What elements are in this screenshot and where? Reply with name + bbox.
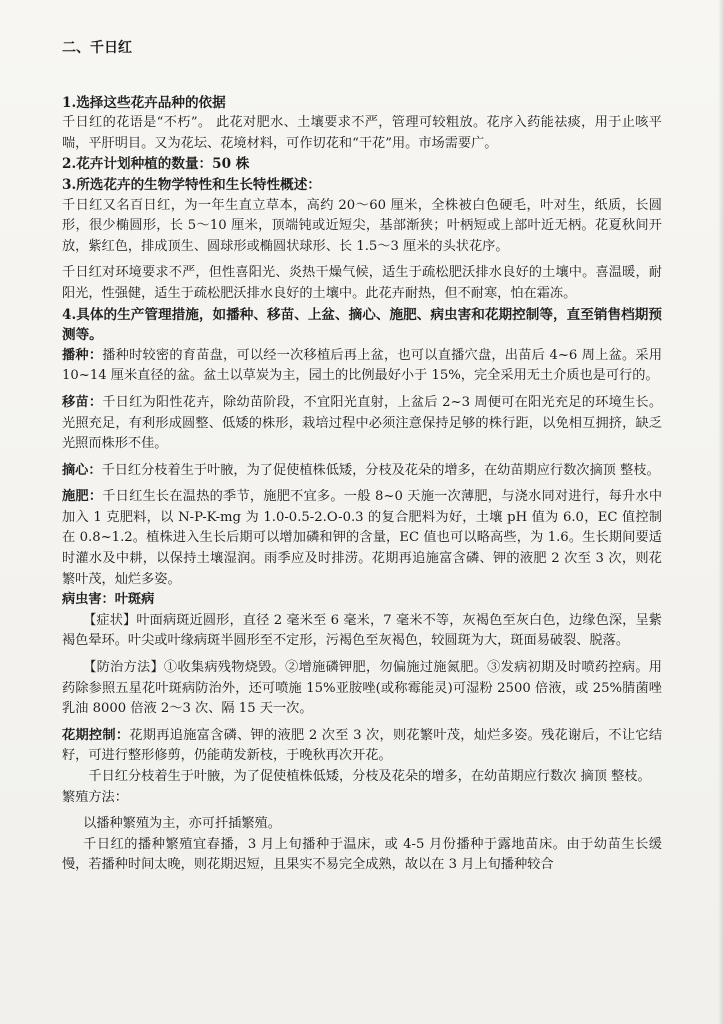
section-title: 二、千日红 <box>62 40 132 56</box>
sowing-paragraph <box>62 346 662 387</box>
propagation-label: 繁殖方法： <box>62 789 128 805</box>
flowering-label: 花期控制： <box>62 727 130 743</box>
pinch-repeat-text: 千日红分枝着生于叶腋，为了促使植株低矮，分枝及花朵的增多，在幼苗期应行数次 摘顶 整枝。 <box>88 769 651 784</box>
q1-text: 千日红的花语是“不朽”。 此花对肥水、土壤要求不严，管理可较粗放。花序入药能祛痰，用于止咳平喘，平肝明目。又为花坛、花境材料，可作切花和“干花”用。市场需要广。 <box>62 115 662 151</box>
flowering-text: 花期再追施富含磷、钾的液肥 2 次至 3 次，则花繁叶茂，灿烂多姿。残花谢后，不让它结籽，可进行整形修剪，仍能萌发新枝，于晚秋再次开花。 <box>62 727 663 764</box>
q2-heading: 2.花卉计划种植的数量：50 株 <box>62 156 250 173</box>
symptom-text: 【症状】叶面病斑近圆形，直径 2 毫米至 6 毫米，7 毫米不等，灰褐色至灰白色，边缘色深，呈紫褐色晕环。叶尖或叶缘病斑半圆形至不定形，污褐色至灰褐色，较圆斑为大，斑面易破裂、脱落。 <box>62 612 662 649</box>
transplant-label: 移苗： <box>62 394 103 410</box>
propagation-line-1: 以播种繁殖为主，亦可扦插繁殖。 <box>83 816 281 832</box>
pinch-paragraph <box>62 461 662 482</box>
q3-heading: 3.所选花卉的生物学特性和生长特性概述： <box>62 176 321 193</box>
fertilizer-text: 千日红生长在温热的季节，施肥不宜多。一般 8~0 天施一次薄肥，与浇水同对进行，每升水中加入 1 克肥料，以 N-P-K-mg 为 1.0-0.5-2.O-0.3 的复合肥料为好，土壤 pH 值为 6.0，EC 值控制在 0.8~1.2。植株进入生长后期可以增加磷和钾的含量，EC 值也可以略高些，为 1.6。生长期间要适时灌水及中耕，以保持土壤湿润。雨季应及时排涝。花期再追施富含磷、钾的液肥 2 次至 3 次，则花繁叶茂，灿烂多姿。 <box>62 489 663 587</box>
sowing-text: 播种时较密的育苗盘，可以经一次移植后再上盆，也可以直播穴盘，出苗后 4~6 周上盆。采用 10~14 厘米直径的盆。盆土以草炭为主，园土的比例最好小于 15%，完全采用无土介质也是可行的。 <box>62 347 663 384</box>
fertilizer-paragraph <box>62 487 662 590</box>
sowing-label: 播种： <box>62 347 103 363</box>
pinch-text: 千日红分枝着生于叶腋，为了促使植株低矮，分枝及花朵的增多，在幼苗期应行数次摘顶 整枝。 <box>101 462 660 478</box>
document-body <box>62 38 662 876</box>
control-text: 【防治方法】①收集病残物烧毁。②增施磷钾肥，勿偏施过施氮肥。③发病初期及时喷药控病。用药除参照五星花叶斑病防治外，还可喷施 15%亚胺唑(或称霉能灵)可湿粉 2500 倍液，或 25%腈菌唑乳油 8000 倍液 2～3 次、隔 15 天一次。 <box>62 660 662 717</box>
q3-para-2: 千日红对环境要求不严，但性喜阳光、炎热干燥气候，适生于疏松肥沃排水良好的土壤中。喜温暖，耐阳光，性强健，适生于疏松肥沃排水良好的土壤中。此花卉耐热，但不耐寒，怕在霜冻。 <box>62 265 662 301</box>
transplant-text: 千日红为阳性花卉，除幼苗阶段，不宜阳光直射，上盆后 2~3 周便可在阳光充足的环境生长。光照充足，有利形成圆整、低矮的株形，栽培过程中必须注意保持足够的株行距，以免相互拥挤，缺乏光照而株形不佳。 <box>62 394 663 452</box>
transplant-paragraph <box>62 393 662 455</box>
q4-heading: 4.具体的生产管理措施，如播种、移苗、上盆、摘心、施肥、病虫害和花期控制等，直至销售档期预测等。 <box>62 306 662 344</box>
fertilizer-label: 施肥： <box>62 489 103 505</box>
q3-para-1: 千日红又名百日红，为一年生直立草本，高约 20～60 厘米，全株被白色硬毛，叶对生，纸质，长圆形，很少椭圆形，长 5～10 厘米，顶端钝或近短尖，基部渐狭；叶柄短或上部叶近无柄。花夏秋间开放，紫红色，排成顶生、圆球形或椭圆状球形、长 1.5～3 厘米的头状花序。 <box>62 197 662 254</box>
propagation-line-2: 千日红的播种繁殖宜春播，3 月上旬播种于温床，或 4-5 月份播种于露地苗床。由于幼苗生长缓慢，若播种时间太晚，则花期迟短，且果实不易完全成熟，故以在 3 月上旬播种较合 <box>62 836 662 873</box>
pest-label: 病虫害：叶斑病 <box>62 592 155 608</box>
scan-edge-shadow <box>718 0 724 1024</box>
q1-heading: 1.选择这些花卉品种的依据 <box>62 94 226 111</box>
pinch-label: 摘心： <box>62 462 102 478</box>
flowering-paragraph <box>62 726 662 767</box>
